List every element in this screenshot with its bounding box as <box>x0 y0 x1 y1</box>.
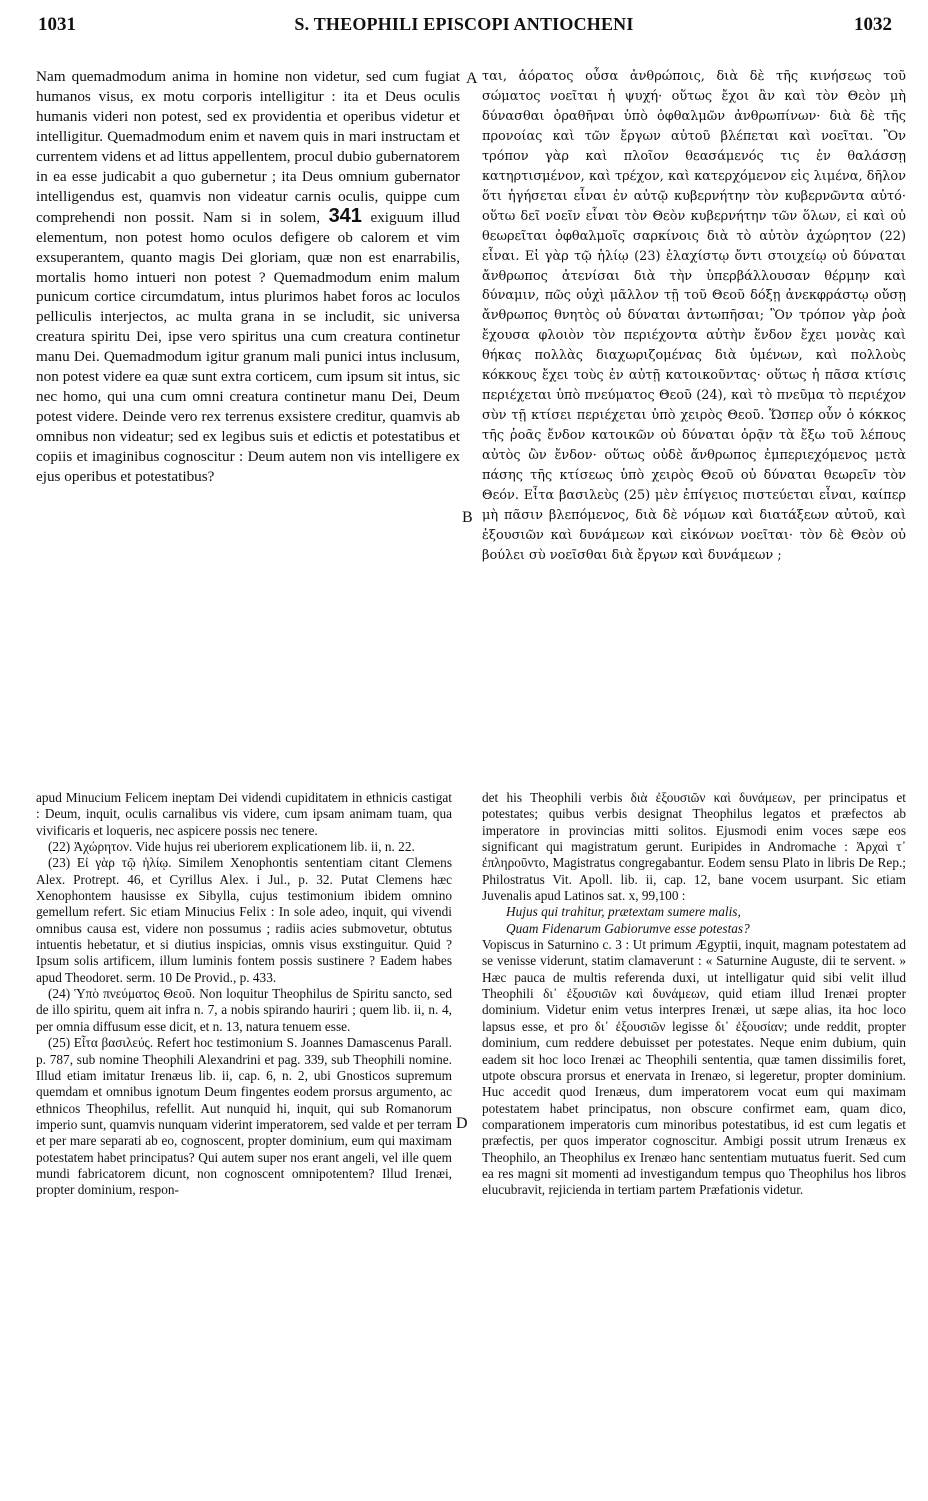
column-number-left: 1031 <box>38 14 76 35</box>
migne-page-number: 341 <box>328 204 362 227</box>
juvenal-verse-line-1: Hujus qui trahitur, prætextam sumere malis, <box>506 904 741 920</box>
greek-paragraph: ται, ἀόρατος οὖσα ἀνθρώποις, διὰ δὲ τῆς κινήσεως τοῦ σώματος νοεῖται ἡ ψυχή· οὕτως ἔχοι ἂν καὶ τὸν Θεὸν μὴ δύνασθαι ὁραθῆναι ὑπὸ ὀφθαλμῶν ἀνθρωπίνων· διὰ δὲ τῆς προνοίας καὶ τῶν ἔργων αὐτοῦ βλέπεται καὶ νοεῖται. Ὃν τρόπον γὰρ καὶ πλοῖον θεασάμενός τις ἐν θαλάσσῃ κατηρτισμένον, καὶ τρέχον, καὶ κατερχόμενον εἰς λιμένα, δῆλον ὅτι ἡγήσεται εἶναι ἐν αὐτῷ κυβερνήτην τὸν κυβερνῶντα αὐτό· οὕτω δεῖ νοεῖν εἶναι τὸν Θεὸν κυβερνήτην τῶν ὅλων, εἰ καὶ οὐ θεωρεῖται ὀφθαλμοῖς σαρκίνοις διὰ τὸ αὐτὸν ἀχώρητον (22) εἶναι. Εἰ γὰρ τῷ ἡλίῳ (23) ἐλαχίστῳ ὄντι στοιχείῳ οὐ δύναται ἄνθρωπος ἀτενίσαι διὰ τὴν ὑπερβάλλουσαν θέρμην καὶ δύναμιν, πῶς οὐχὶ μᾶλλον τῇ τοῦ Θεοῦ δόξῃ ἀνεκφράστῳ οὔσῃ ἄνθρωπος θνητὸς οὐ δύναται ἀντωπῆσαι; Ὃν τρόπον γὰρ ῥοὰ ἔχουσα φλοιὸν τὸν περιέχοντα αὐτὴν ἔνδον ἔχει μονὰς καὶ θήκας πολλὰς διαχωριζομένας διὰ ὑμένων, καὶ πολλοὺς κόκκους ἔχει τοὺς ἐν αὐτῇ κατοικοῦντας· οὕτως ἡ πᾶσα κτίσις περιέχεται ὑπὸ πνεύματος Θεοῦ (24), καὶ τὸ πνεῦμα τὸ περιέχον σὺν τῇ κτίσει περιέχεται ὑπὸ χειρὸς Θεοῦ. Ὥσπερ οὖν ὁ κόκκος τῆς ῥοᾶς ἔνδον κατοικῶν οὐ δύναται ὁρᾷν τὰ ἔξω τοῦ λέπους αὐτὸς ὢν ἔνδον· οὕτως οὐδὲ ἄνθρωπος ἐμπεριεχόμενος μετὰ πάσης τῆς κτίσεως ὑπὸ χειρὸς Θεοῦ οὐ δύναται θεωρεῖν τὸν Θεόν. Εἶτα βασιλεὺς (25) μὲν ἐπίγειος πιστεύεται εἶναι, καίπερ μὴ πᾶσιν βλεπόμενος, διὰ δὲ νόμων καὶ διατάξεων αὐτοῦ, καὶ ἐξουσιῶν καὶ δυνάμεων καὶ εἰκόνων νοεῖται· τὸν δὲ Θεὸν οὐ βούλει σὺ νοεῖσθαι διὰ ἔργων καὶ δυνάμεων ; <box>482 69 906 563</box>
footnotes-left-column <box>36 790 452 1199</box>
latin-text-part-2: exiguum illud elementum, non potest homo oculos defigere ob calorem et vim exsuperantem, quanto magis Dei gloriam, quæ non est enarrabilis, mortalis homo intueri non potest ? Quemadmodum enim malum punicum cortice circumdatum, intus plurimos habet foros ac loculos pelliculis interjectos, ac multa grana in se includit, sic universa creatura spiritu Dei, ipse vero spiritus una cum creatura continetur manu Dei. Quemadmodum igitur granum mali punici intus inclusum, non potest videre ea quæ sunt extra corticem, cum ipsum sit intus, sic nec homo, qui una cum omni creatura continetur manu Dei, Deum potest videre. Deinde vero rex terrenus exsistere creditur, quamvis ab omnibus non videatur; sed ex legibus suis et edictis et potestatibus et copiis et imaginibus cognoscitur : Deum autem non vis intelligere ex ejus operibus et potestatibus? <box>36 208 460 486</box>
footnote-24: (24) Ὑπὸ πνεύματος Θεοῦ. Non loquitur Theophilus de Spiritu sancto, sed de illo spiritu, quem ait infra n. 7, a nobis spirando hauriri ; quem lib. ii, n. 4, per omnia diffusum esse dicit, et n. 13, natura tenuem esse. <box>36 986 452 1034</box>
footnotes-right-column <box>482 790 906 1199</box>
margin-marker-a: A <box>466 70 478 87</box>
running-head-title: S. THEOPHILI EPISCOPI ANTIOCHENI <box>294 14 634 34</box>
latin-paragraph <box>36 67 460 487</box>
footnote-continuation: apud Minucium Felicem ineptam Dei videndi cupiditatem in ethnicis castigat : Deum, inquit, oculis carnalibus vis videre, cum ipsam animam tuam, qua vivificaris et loqueris, nec aspicere possis nec tenere. <box>36 790 452 838</box>
greek-text-column <box>482 67 906 566</box>
latin-text-part-1: Nam quemadmodum anima in homine non videtur, sed cum fugiat humanos visus, ex motu corporis intelligitur : ita et Deus oculis humanis videri non potest, sed ex providentia et operibus videtur et intelligitur. Quemadmodum enim et navem quis in mari instructam et currentem videns et ad littus appellentem, procul dubio gubernatorem in ea esse judicabit a quo gubernetur ; ita Deus omnium gubernator intelligendus est, quamvis non videatur carnis oculis, quippe cum comprehendi non possit. Nam si in solem, <box>36 68 460 226</box>
footnote-23: (23) Εἰ γὰρ τῷ ἡλίῳ. Similem Xenophontis sententiam citant Clemens Alex. Protrept. 46, et Cyrillus Alex. i Jul., p. 32. Putat Clemens hæc Xenophontem hausisse ex Sibylla, cujus testimonium ibidem omnino gemellum refert. Sic etiam Minucius Felix : In sole adeo, inquit, qui vivendi omnibus causa est, videre non possumus ; radiis acies submovetur, obtutus intuentis hebetatur, et si diutius inspicias, omnis visus exstinguitur. Quid ? Ipsum solis artificem, illum luminis fontem possis sustinere ? Eadem habes apud Theodoret. serm. 10 De Provid., p. 433. <box>36 855 452 985</box>
footnote-25-conclusion: Vopiscus in Saturnino c. 3 : Ut primum Ægyptii, inquit, magnam potestatem ad se venisse viderunt, statim clamaverunt : « Saturnine Auguste, dii te servent. » Hæc pauca de multis referenda duxi, ut intelligatur quid sibi velit illud Theophili δι᾽ ἐξουσιῶν καὶ δυνάμεων, quid etiam illud Irenæi propter dominium. Videtur enim vetus interpres Irenæi, ut sæpe alias, ita hoc loco lapsus esse, et pro δι᾽ ἐξουσιῶν legisse δι᾽ ἐξουσίαν; unde reddit, propter dominium, cum reddere debuisset per potestates. Neque enim dubium, quin eadem sit hoc loco Irenæi ac Theophili sententia, quæ tamen dissimilis foret, utpote obscura prorsus et enervata in Irenæo, si legeretur, propter dominium. Huc accedit quod Irenæus, dum imperatorem vocat eum qui maximam potestatem habet principatus, non obscure confirmet eam, quam dico, comparationem imperatoris cum minoribus potestatibus, id est cum legatis et præfectis, per quos imperator cognoscitur. Ambigi possit utrum Irenæus ex Theophilo, an Theophilus ex Irenæo hanc sententiam mutuatus fuerit. Sed cum ea res magni sit momenti ad investigandum tempus quo Theophilus hos libros elucubravit, rejicienda in tertiam partem Præfationis videtur. <box>482 937 906 1198</box>
footnote-25: (25) Εἶτα βασιλεύς. Refert hoc testimonium S. Joannes Damascenus Parall. p. 787, sub nomine Theophili Alexandrini et pag. 339, sub Theophili nomine. Illud etiam imitatur Irenæus lib. ii, cap. 6, n. 2, ubi Gnosticos supremum quemdam et omnibus ignotum Deum fingentes eodem prorsus argumento, ac ethnicos Theophilus, refellit. Aut nunquid hi, inquit, qui sub Romanorum imperio sunt, quamvis nunquam viderint imperatorem, sed valde et per terram et per mare separati ab eo, cognoscent, propter dominium, eum qui maximam potestatem habet principatus? Qui autem super nos erant angeli, vel ille quem mundi fabricatorem dicunt, non cognoscent omnipotentem? Illud Irenæi, propter dominium, respon- <box>36 1035 452 1198</box>
margin-marker-b: B <box>462 509 473 526</box>
juvenal-verse-line-2: Quam Fidenarum Gabiorumve esse potestas? <box>506 920 750 936</box>
margin-marker-d: D <box>456 1115 468 1132</box>
footnote-22: (22) Ἀχώρητον. Vide hujus rei uberiorem explicationem lib. ii, n. 22. <box>48 839 415 855</box>
latin-text-column <box>36 67 460 487</box>
column-number-right: 1032 <box>854 14 892 35</box>
footnote-25-continuation: det his Theophili verbis διὰ ἐξουσιῶν καὶ δυνάμεων, per principatus et potestates; quibus verbis designat Theophilus legatos et præfectos ab imperatore in provincias mitti solitos. Ejusmodi enim voces sæpe eos significant qui magistratum gerunt. Euripides in Andromache : Ἀρχαὶ τ᾽ ἐπληροῦντο, Magistratus congregabantur. Eodem sensu Plato in libris De Rep.; Philostratus Vit. Apoll. lib. ii, cap. 12, bane vocem usurpant. Sic etiam Juvenalis apud Latinos sat. x, 99,100 : <box>482 790 906 904</box>
